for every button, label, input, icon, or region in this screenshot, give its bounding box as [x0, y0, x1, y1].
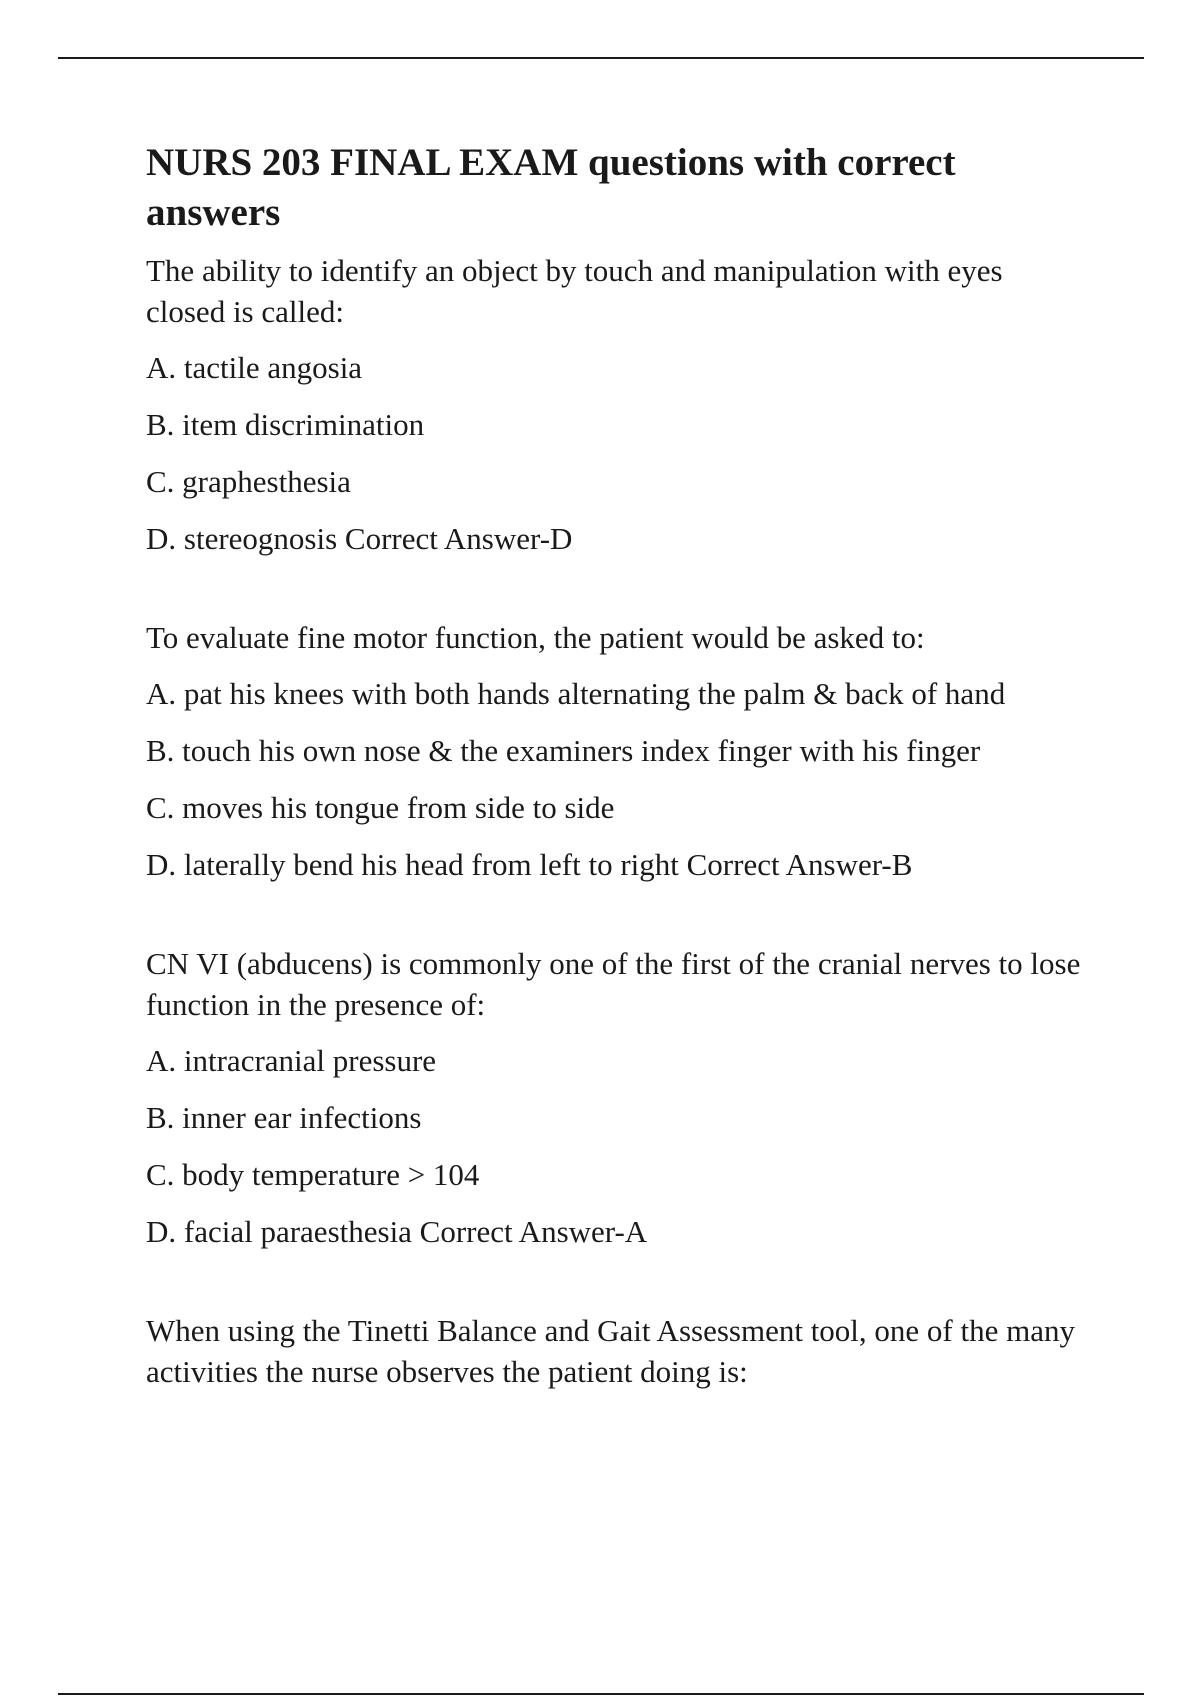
answer-option: C. moves his tongue from side to side [146, 790, 615, 825]
answer-option: A. intracranial pressure [146, 1043, 437, 1078]
answer-option: D. stereognosis Correct Answer-D [146, 521, 573, 556]
header-rule [58, 57, 1144, 59]
document-content [146, 138, 1086, 1450]
question-prompt: To evaluate fine motor function, the patient would be asked to: [146, 620, 925, 655]
answer-option: B. inner ear infections [146, 1100, 422, 1135]
answer-option: B. touch his own nose & the examiners index finger with his finger [146, 733, 981, 768]
answer-option: A. pat his knees with both hands alternating the palm & back of hand [146, 676, 1006, 711]
question-prompt: CN VI (abducens) is commonly one of the first of the cranial nerves to lose function in the presence of: [146, 946, 1081, 1022]
footer-rule [58, 1693, 1144, 1695]
question-block [146, 250, 1086, 559]
answer-option: D. facial paraesthesia Correct Answer-A [146, 1214, 648, 1249]
document-title: NURS 203 FINAL EXAM questions with correct answers [146, 141, 956, 234]
answer-option: A. tactile angosia [146, 350, 363, 385]
answer-option: B. item discrimination [146, 407, 425, 442]
question-prompt: When using the Tinetti Balance and Gait Assessment tool, one of the many activities the nurse observes the patient doing is: [146, 1313, 1076, 1389]
answer-option: C. graphesthesia [146, 464, 351, 499]
question-block [146, 617, 1086, 885]
question-block [146, 943, 1086, 1252]
question-block [146, 1310, 1086, 1392]
answer-option: C. body temperature > 104 [146, 1157, 480, 1192]
question-prompt: The ability to identify an object by touch and manipulation with eyes closed is called: [146, 253, 1003, 329]
answer-option: D. laterally bend his head from left to right Correct Answer-B [146, 847, 913, 882]
